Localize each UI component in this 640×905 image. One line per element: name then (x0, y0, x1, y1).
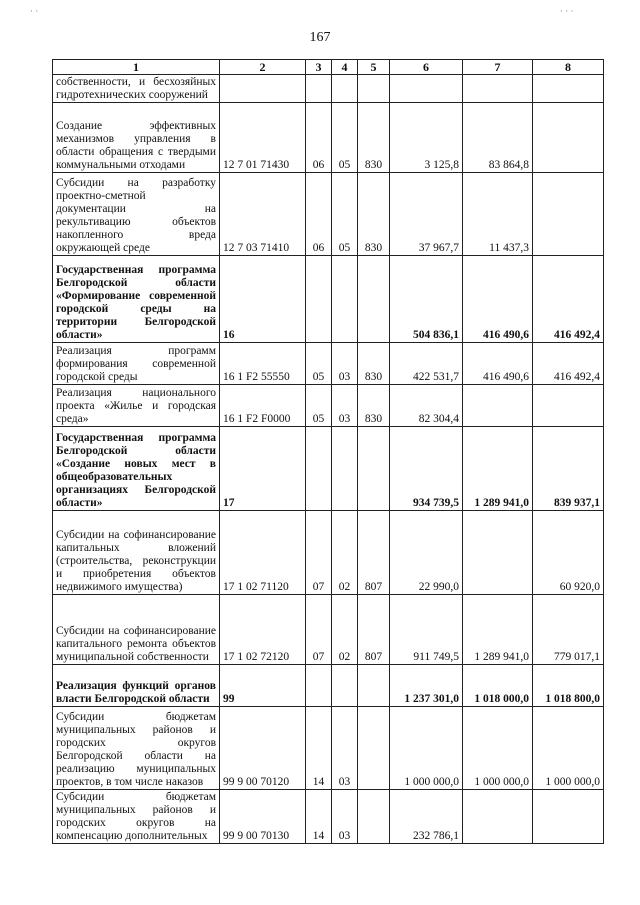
row-amount-cell: 911 749,5 (390, 595, 463, 665)
table-row (53, 343, 604, 385)
column-header: 3 (306, 60, 332, 75)
row-code-cell: 16 1 F2 55550 (220, 343, 306, 385)
row-amount-cell (533, 173, 604, 256)
row-expense-type-cell: 830 (358, 173, 390, 256)
row-amount-cell: 416 492,4 (533, 256, 604, 343)
table-row (53, 173, 604, 256)
table-row (53, 427, 604, 511)
table-row (53, 665, 604, 707)
row-expense-type-cell (358, 707, 390, 790)
row-subsection-cell: 05 (332, 173, 358, 256)
table-row (53, 790, 604, 844)
row-amount-cell: 1 289 941,0 (463, 427, 533, 511)
row-subsection-cell (332, 427, 358, 511)
row-amount-cell: 416 490,6 (463, 343, 533, 385)
row-name-cell: Субсидии на разработку проектно-сметной документации на рекультивацию объектов накопленного вреда окружающей среде (53, 173, 220, 256)
row-section-cell: 07 (306, 595, 332, 665)
row-name-cell: Субсидии на софинансирование капитального ремонта объектов муниципальной собственности (53, 595, 220, 665)
row-section-cell (306, 75, 332, 103)
row-amount-cell: 839 937,1 (533, 427, 604, 511)
row-code-cell: 99 9 00 70120 (220, 707, 306, 790)
column-header: 2 (220, 60, 306, 75)
row-amount-cell (533, 103, 604, 173)
row-amount-cell: 37 967,7 (390, 173, 463, 256)
row-code-cell: 12 7 01 71430 (220, 103, 306, 173)
row-amount-cell: 1 289 941,0 (463, 595, 533, 665)
row-name-cell: собственности, и бесхозяйных гидротехнических сооружений (53, 75, 220, 103)
row-name-cell: Реализация национального проекта «Жилье и городская среда» (53, 385, 220, 427)
column-header: 6 (390, 60, 463, 75)
table-row (53, 103, 604, 173)
row-amount-cell: 60 920,0 (533, 511, 604, 595)
table-header-row (53, 60, 604, 75)
table-row (53, 256, 604, 343)
table-row (53, 595, 604, 665)
table-row (53, 511, 604, 595)
row-amount-cell: 416 492,4 (533, 343, 604, 385)
row-amount-cell (390, 75, 463, 103)
row-name-cell: Субсидии бюджетам муниципальных районов и городских округов на компенсацию дополнительных (53, 790, 220, 844)
budget-table (52, 59, 604, 844)
page-number: 167 (309, 30, 331, 45)
row-amount-cell: 82 304,4 (390, 385, 463, 427)
row-subsection-cell: 03 (332, 790, 358, 844)
row-amount-cell: 422 531,7 (390, 343, 463, 385)
row-amount-cell: 934 739,5 (390, 427, 463, 511)
row-section-cell: 06 (306, 173, 332, 256)
row-name-cell: Реализация функций органов власти Белгородской области (53, 665, 220, 707)
row-expense-type-cell: 830 (358, 343, 390, 385)
row-amount-cell (463, 511, 533, 595)
row-expense-type-cell (358, 256, 390, 343)
row-subsection-cell: 02 (332, 511, 358, 595)
row-code-cell: 99 9 00 70130 (220, 790, 306, 844)
row-name-cell: Субсидии на софинансирование капитальных вложений (строительства, реконструкции и приобретения объектов недвижимого имущества) (53, 511, 220, 595)
row-code-cell: 99 (220, 665, 306, 707)
row-subsection-cell (332, 665, 358, 707)
scan-speck: · · (30, 6, 39, 16)
row-name-cell: Создание эффективных механизмов управления в области обращения с твердыми коммунальными отходами (53, 103, 220, 173)
row-expense-type-cell: 807 (358, 595, 390, 665)
row-amount-cell: 504 836,1 (390, 256, 463, 343)
row-name-cell: Государственная программа Белгородской области «Создание новых мест в общеобразовательных организациях Белгородской области» (53, 427, 220, 511)
column-header: 7 (463, 60, 533, 75)
row-code-cell: 12 7 03 71410 (220, 173, 306, 256)
row-expense-type-cell (358, 665, 390, 707)
column-header: 5 (358, 60, 390, 75)
row-section-cell (306, 256, 332, 343)
row-section-cell: 06 (306, 103, 332, 173)
row-expense-type-cell: 830 (358, 385, 390, 427)
row-amount-cell (533, 790, 604, 844)
row-expense-type-cell: 830 (358, 103, 390, 173)
row-code-cell: 17 (220, 427, 306, 511)
row-code-cell: 16 (220, 256, 306, 343)
row-amount-cell: 779 017,1 (533, 595, 604, 665)
row-amount-cell: 22 990,0 (390, 511, 463, 595)
row-name-cell: Государственная программа Белгородской области «Формирование современной городской среды на территории Белгородской области» (53, 256, 220, 343)
row-amount-cell: 1 000 000,0 (463, 707, 533, 790)
row-amount-cell: 416 490,6 (463, 256, 533, 343)
row-subsection-cell: 03 (332, 385, 358, 427)
row-amount-cell: 1 018 000,0 (463, 665, 533, 707)
scan-speck: · · · (560, 6, 574, 16)
row-section-cell: 05 (306, 385, 332, 427)
row-subsection-cell: 05 (332, 103, 358, 173)
row-section-cell: 14 (306, 707, 332, 790)
row-expense-type-cell (358, 427, 390, 511)
row-name-cell: Реализация программ формирования современной городской среды (53, 343, 220, 385)
row-code-cell (220, 75, 306, 103)
row-amount-cell (463, 385, 533, 427)
row-subsection-cell: 03 (332, 707, 358, 790)
column-header: 1 (53, 60, 220, 75)
row-expense-type-cell: 807 (358, 511, 390, 595)
row-amount-cell (463, 75, 533, 103)
row-amount-cell (533, 385, 604, 427)
row-name-cell: Субсидии бюджетам муниципальных районов и городских округов Белгородской области на реализацию муниципальных проектов, в том числе наказов (53, 707, 220, 790)
row-section-cell (306, 427, 332, 511)
row-amount-cell (533, 75, 604, 103)
row-subsection-cell (332, 75, 358, 103)
column-header: 4 (332, 60, 358, 75)
row-amount-cell: 1 018 800,0 (533, 665, 604, 707)
row-subsection-cell: 03 (332, 343, 358, 385)
row-subsection-cell (332, 256, 358, 343)
row-code-cell: 16 1 F2 F0000 (220, 385, 306, 427)
row-section-cell: 05 (306, 343, 332, 385)
column-header: 8 (533, 60, 604, 75)
row-amount-cell (463, 790, 533, 844)
row-amount-cell: 1 000 000,0 (390, 707, 463, 790)
row-amount-cell: 232 786,1 (390, 790, 463, 844)
row-amount-cell: 1 237 301,0 (390, 665, 463, 707)
row-section-cell: 07 (306, 511, 332, 595)
row-expense-type-cell (358, 790, 390, 844)
table-row (53, 707, 604, 790)
row-expense-type-cell (358, 75, 390, 103)
row-amount-cell: 83 864,8 (463, 103, 533, 173)
table-row (53, 75, 604, 103)
row-amount-cell: 3 125,8 (390, 103, 463, 173)
row-section-cell (306, 665, 332, 707)
row-amount-cell: 11 437,3 (463, 173, 533, 256)
row-subsection-cell: 02 (332, 595, 358, 665)
row-section-cell: 14 (306, 790, 332, 844)
row-code-cell: 17 1 02 71120 (220, 511, 306, 595)
row-code-cell: 17 1 02 72120 (220, 595, 306, 665)
row-amount-cell: 1 000 000,0 (533, 707, 604, 790)
table-row (53, 385, 604, 427)
